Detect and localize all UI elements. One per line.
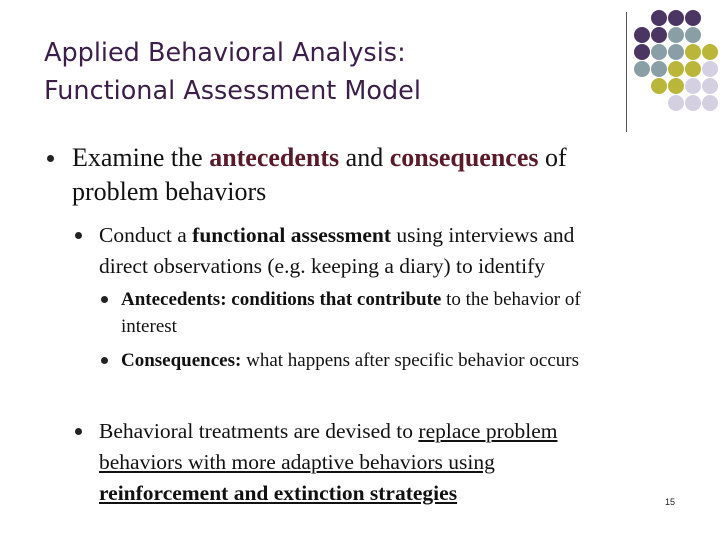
decorative-dot [685, 44, 701, 60]
bullet-dot [101, 357, 108, 364]
decorative-dot [651, 61, 667, 77]
decorative-dot [702, 44, 718, 60]
bullet-antecedents-line-2: interest [121, 316, 177, 337]
decorative-dot [634, 44, 650, 60]
page-number: 15 [665, 497, 676, 507]
decorative-dot [685, 27, 701, 43]
bullet-1-line-2: problem behaviors [72, 177, 267, 206]
decorative-dot [685, 78, 701, 94]
decorative-dot [668, 95, 684, 111]
consequences-term: consequences [389, 143, 539, 172]
decorative-dot [668, 44, 684, 60]
decorative-dot [702, 61, 718, 77]
bullet-2-line-2: behaviors with more adaptive behaviors using [99, 450, 495, 474]
bullet-antecedents-line-1: Antecedents: conditions that contribute to the behavior of [121, 289, 581, 310]
decorative-dot [634, 61, 650, 77]
decorative-divider [626, 12, 627, 132]
decorative-dot [651, 78, 667, 94]
slide-title [44, 34, 604, 110]
title-line-2: Functional Assessment Model [44, 76, 421, 106]
bullet-1-1-line-2: direct observations (e.g. keeping a diary) to identify [99, 254, 545, 278]
bullet-dot [75, 232, 82, 239]
bullet-consequences-line: Consequences: what happens after specific behavior occurs [121, 350, 579, 371]
bullet-dot [75, 428, 82, 435]
bullet-2-line-1: Behavioral treatments are devised to replace problem [99, 419, 558, 443]
title-line-1: Applied Behavioral Analysis: [44, 38, 406, 68]
decorative-dot [668, 27, 684, 43]
antecedents-term: antecedents [209, 143, 340, 172]
bullet-dot [101, 296, 108, 303]
decorative-dot [634, 27, 650, 43]
decorative-dot [685, 95, 701, 111]
decorative-dot [651, 10, 667, 26]
decorative-dot [685, 10, 701, 26]
decorative-dot [702, 78, 718, 94]
bullet-2-line-3: reinforcement and extinction strategies [99, 481, 458, 505]
decorative-dot [702, 95, 718, 111]
decorative-dot [668, 78, 684, 94]
bullet-1-line-1: Examine the antecedents and consequences of [72, 143, 567, 172]
decorative-dot [651, 27, 667, 43]
decorative-dot [668, 10, 684, 26]
bullet-1-1-line-1: Conduct a functional assessment using interviews and [99, 223, 575, 247]
decorative-dot [651, 44, 667, 60]
bullet-dot [47, 155, 54, 162]
functional-assessment-term: functional assessment [192, 223, 392, 247]
decorative-dot [685, 61, 701, 77]
decorative-dot [668, 61, 684, 77]
